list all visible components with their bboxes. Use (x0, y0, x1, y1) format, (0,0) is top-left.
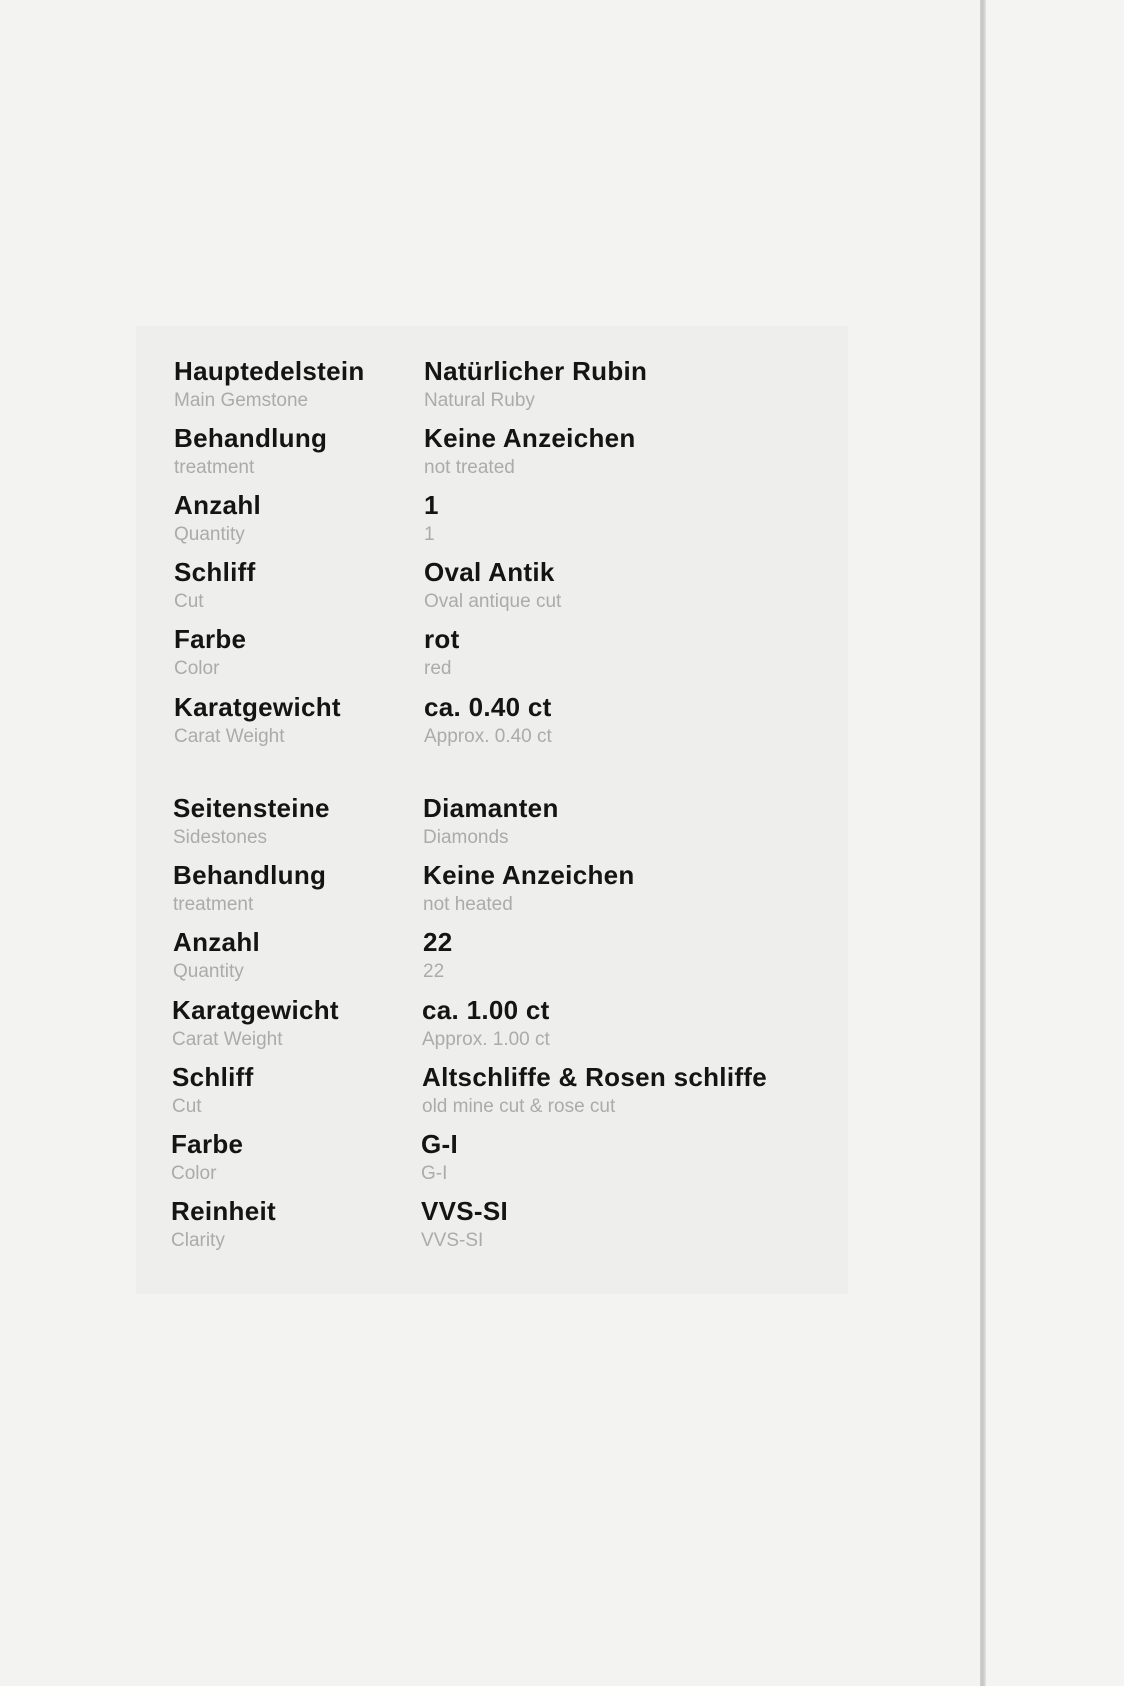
spec-value: 1 (424, 490, 439, 520)
spec-value-en: 22 (423, 961, 445, 982)
spec-label: Karatgewicht (174, 692, 341, 722)
spec-label-en: Quantity (173, 961, 244, 982)
spec-label: Farbe (171, 1129, 244, 1159)
spec-label: Schliff (174, 557, 256, 587)
spec-label: Karatgewicht (172, 995, 339, 1025)
spec-value-en: 1 (424, 524, 435, 545)
spec-row-treatment (174, 423, 934, 483)
spec-label: Reinheit (171, 1196, 276, 1226)
spec-value-en: Approx. 0.40 ct (424, 726, 552, 747)
spec-value-en: Natural Ruby (424, 390, 535, 411)
spec-value: Keine Anzeichen (423, 860, 635, 890)
spec-value: ca. 1.00 ct (422, 995, 550, 1025)
spec-value: 22 (423, 927, 453, 957)
spec-label: Anzahl (173, 927, 261, 957)
spec-row-color (174, 624, 934, 684)
spec-label-en: Color (171, 1163, 217, 1184)
spec-label-en: Clarity (171, 1230, 225, 1251)
spec-row-treatment (173, 860, 933, 920)
spec-row-cut (174, 557, 934, 617)
spec-label: Farbe (174, 624, 247, 654)
spec-value: ca. 0.40 ct (424, 692, 552, 722)
spec-row-carat-weight (172, 995, 932, 1055)
spec-label: Behandlung (174, 423, 328, 453)
spec-label: Anzahl (174, 490, 262, 520)
spec-label: Behandlung (173, 860, 327, 890)
spec-label-en: treatment (174, 457, 255, 478)
spec-value-en: Approx. 1.00 ct (422, 1029, 550, 1050)
spec-row-cut (172, 1062, 932, 1122)
spec-value: Oval Antik (424, 557, 555, 587)
spec-value: Natürlicher Rubin (424, 356, 648, 386)
spec-value-en: Diamonds (423, 827, 509, 848)
spec-row-clarity (171, 1196, 931, 1256)
spec-value: Altschliffe & Rosen schliffe (422, 1062, 768, 1092)
spec-label: Hauptedelstein (174, 356, 365, 386)
spec-label-en: Main Gemstone (174, 390, 309, 411)
spec-value-en: VVS-SI (421, 1230, 484, 1251)
spec-label-en: treatment (173, 894, 254, 915)
spec-label-en: Quantity (174, 524, 245, 545)
spec-row-carat-weight (174, 692, 934, 752)
spec-row-main-gemstone (174, 356, 934, 416)
spec-row-quantity (174, 490, 934, 550)
spec-row-color (171, 1129, 931, 1189)
spec-label: Schliff (172, 1062, 254, 1092)
spec-value-en: not heated (423, 894, 513, 915)
spec-label-en: Cut (172, 1096, 202, 1117)
spec-label-en: Color (174, 658, 220, 679)
spec-row-sidestones (173, 793, 933, 853)
spec-value: G-I (421, 1129, 459, 1159)
spec-value: VVS-SI (421, 1196, 509, 1226)
spec-value: rot (424, 624, 460, 654)
spec-value: Keine Anzeichen (424, 423, 636, 453)
adjacent-page-strip (986, 0, 1124, 1686)
spec-value-en: old mine cut & rose cut (422, 1096, 616, 1117)
spec-label-en: Sidestones (173, 827, 268, 848)
spec-label-en: Carat Weight (174, 726, 285, 747)
spec-value-en: G-I (421, 1163, 448, 1184)
spec-label: Seitensteine (173, 793, 330, 823)
spec-value: Diamanten (423, 793, 559, 823)
spec-label-en: Cut (174, 591, 204, 612)
spec-value-en: not treated (424, 457, 515, 478)
spec-row-quantity (173, 927, 933, 987)
spec-value-en: Oval antique cut (424, 591, 562, 612)
spec-label-en: Carat Weight (172, 1029, 283, 1050)
spec-value-en: red (424, 658, 452, 679)
